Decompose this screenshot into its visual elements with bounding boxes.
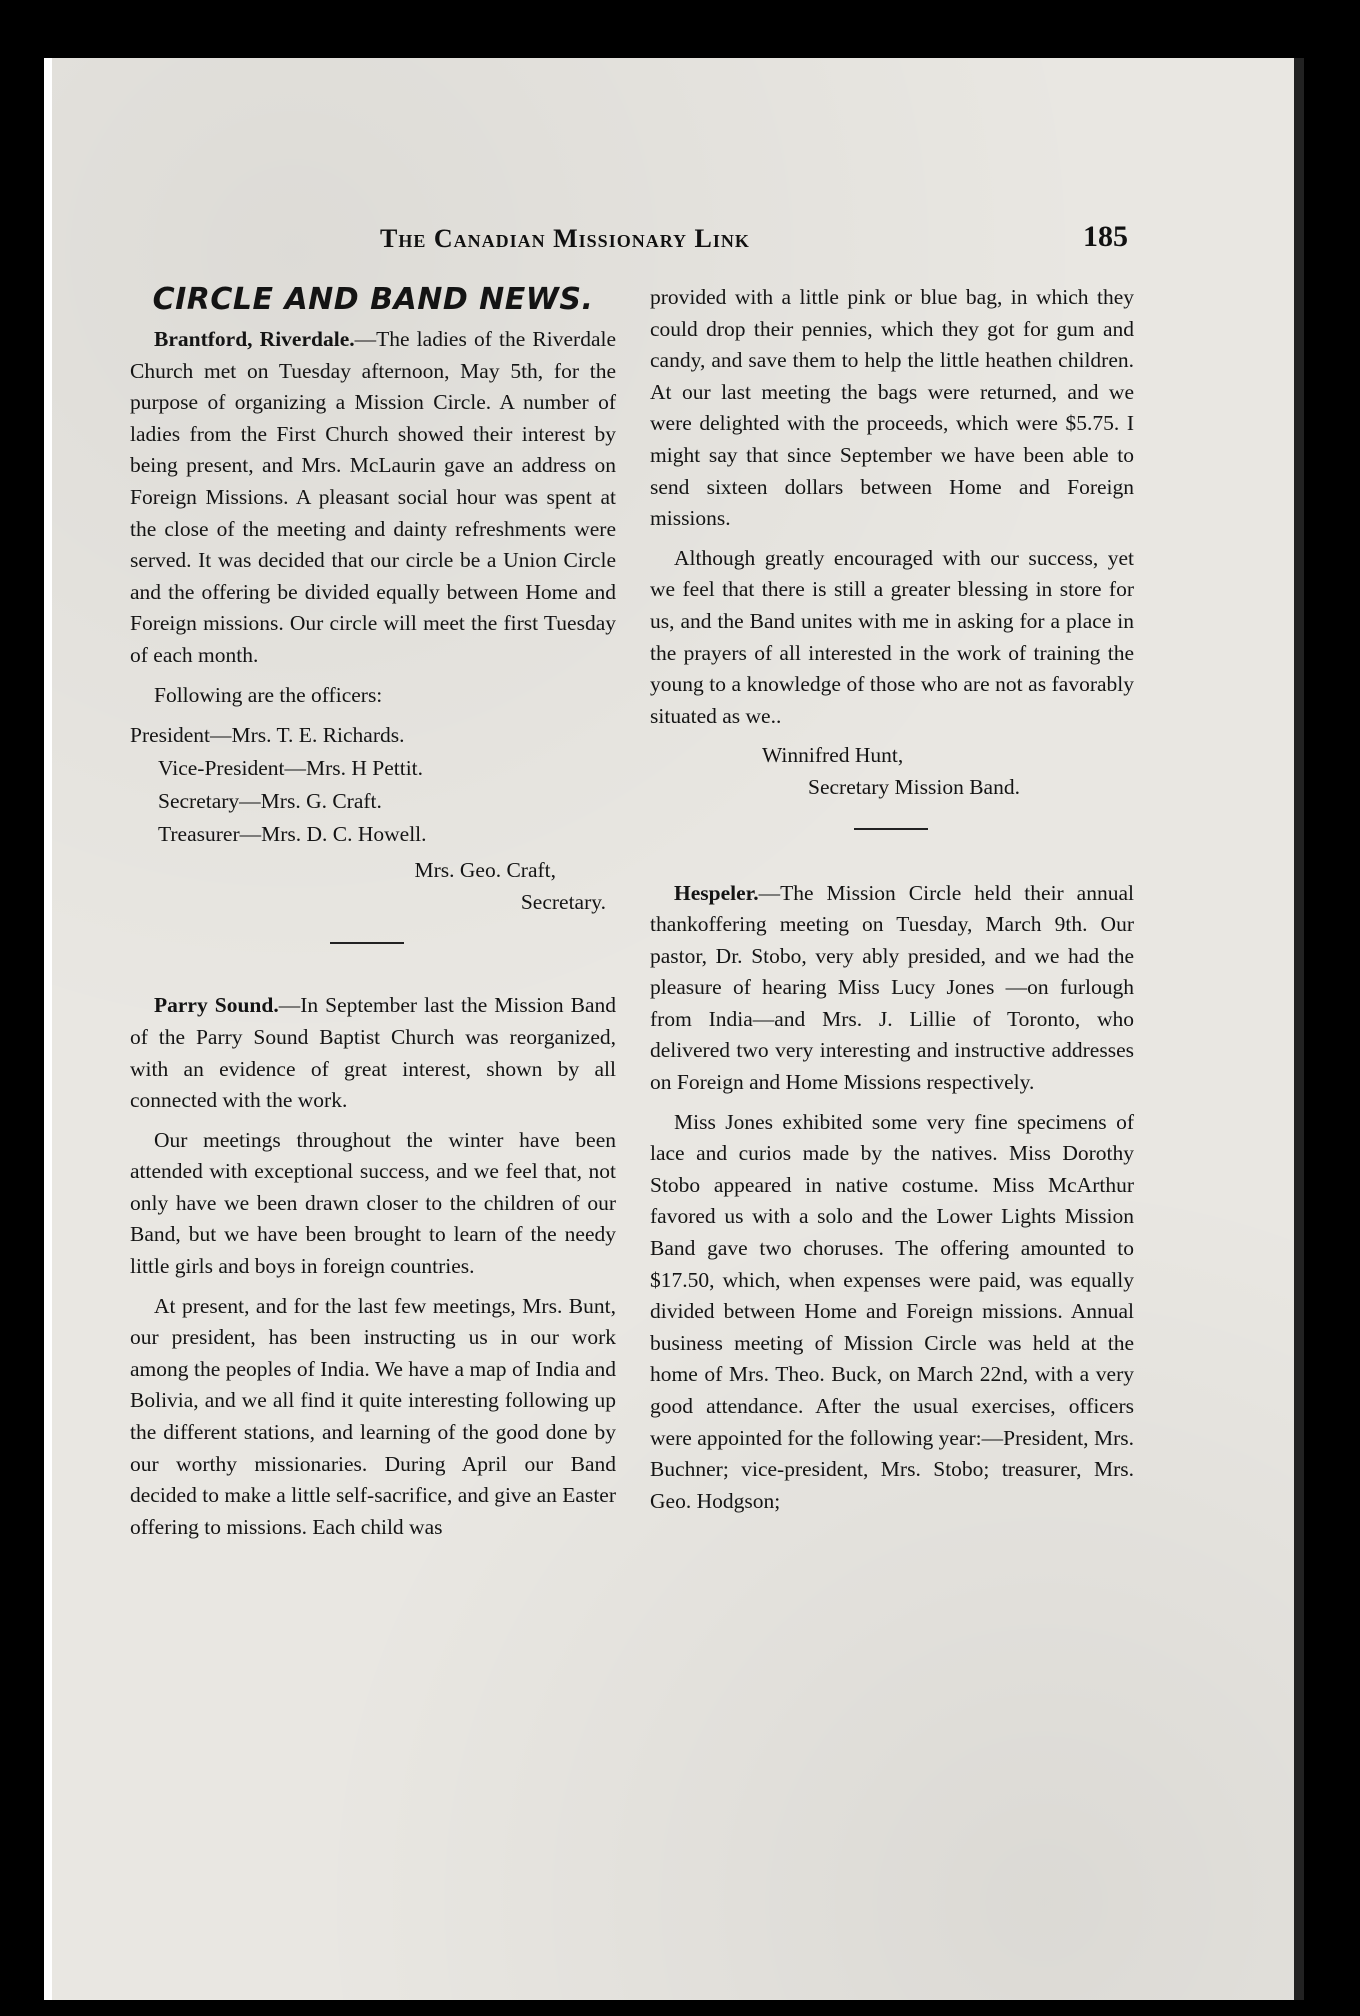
right-column [650, 282, 1134, 1525]
officer-secretary: Secretary—Mrs. G. Craft. [158, 789, 382, 814]
signature-name: Mrs. Geo. Craft, [414, 858, 556, 883]
parry-lead: Parry Sound. [154, 993, 279, 1018]
parry-continued-1: provided with a little pink or blue bag, in which they could drop their pennies, which they got for gum and candy, and save them to help the little heathen children. At our last meeting the bags were returned, and we were delighted with the proceeds, which were $5.75. I might say that since September we have been able to send sixteen dollars between Home and Foreign missions. [650, 285, 1134, 531]
left-column [130, 282, 616, 1551]
running-header [380, 218, 1140, 258]
parry-signature [650, 740, 1134, 803]
brantford-signature [130, 855, 616, 918]
officers-intro: Following are the officers: [154, 682, 383, 707]
officer-president: President—Mrs. T. E. Richards. [130, 723, 405, 748]
parry-continued-2: Although greatly encouraged with our success, yet we feel that there is still a greater blessing in store for us, and the Band unites with me in asking for a place in the prayers of all interested in the work of training the young to a knowledge of those who are not as favorably situated as we.. [650, 545, 1134, 728]
parry-paragraph-2: Our meetings throughout the winter have been attended with exceptional success, and we feel that, not only have we been drawn closer to the children of our Band, but we have been brought to learn of the needy little girls and boys in foreign countries. [130, 1127, 616, 1279]
section-divider [330, 942, 404, 944]
brantford-text: —The ladies of the Riverdale Church met on Tuesday afternoon, May 5th, for the purpose of organizing a Mission Circle. A number of ladies from the First Church showed their interest by being present, and Mrs. McLaurin gave an address on Foreign Missions. A pleasant social hour was spent at the close of the meeting and dainty refreshments were served. It was decided that our circle be a Union Circle and the offering be divided equally between Home and Foreign missions. Our circle will meet the first Tuesday of each month. [130, 327, 616, 667]
page-edge-right [1294, 58, 1304, 2000]
section-title: CIRCLE AND BAND NEWS. [152, 282, 594, 317]
signature-title: Secretary. [520, 889, 606, 914]
officer-treasurer: Treasurer—Mrs. D. C. Howell. [158, 822, 427, 847]
brantford-paragraph [130, 324, 616, 672]
page-edge-left [44, 58, 52, 2000]
page-number: 185 [1083, 220, 1128, 253]
running-title: The Canadian Missionary Link [380, 224, 750, 253]
parry-text-1: —In September last the Mission Band of the Parry Sound Baptist Church was reorganized, with an evidence of great interest, shown by all connected with the work. [130, 993, 616, 1113]
brantford-lead: Brantford, Riverdale. [154, 327, 355, 351]
hespeler-text-1: —The Mission Circle held their annual thankoffering meeting on Tuesday, March 9th. Our pastor, Dr. Stobo, very ably presided, and we had the pleasure of hearing Miss Lucy Jones —on furlough from India—and Mrs. J. Lillie of Toronto, who delivered two very interesting and instructive addresses on Foreign and Home Missions respectively. [650, 880, 1134, 1095]
officer-vice-president: Vice-President—Mrs. H Pettit. [158, 756, 424, 781]
signature-title: Secretary Mission Band. [808, 774, 1020, 799]
officers-list [130, 719, 616, 851]
hespeler-lead: Hespeler. [674, 880, 759, 905]
parry-paragraph-3: At present, and for the last few meetings, Mrs. Bunt, our president, has been instructing us in our work among the peoples of India. We have a map of India and Bolivia, and we all find it quite interesting following up the different stations, and learning of the good done by our worthy missionaries. During April our Band decided to make a little self-sacrifice, and give an Easter offering to missions. Each child was [130, 1293, 616, 1539]
section-divider [854, 828, 928, 830]
parry-paragraph-1 [130, 990, 616, 1116]
hespeler-paragraph-1 [650, 878, 1134, 1099]
signature-name: Winnifred Hunt, [762, 743, 904, 768]
hespeler-paragraph-2: Miss Jones exhibited some very fine specimens of lace and curios made by the natives. Miss Dorothy Stobo appeared in native costume. Miss McArthur favored us with a solo and the Lower Lights Mission Band gave two choruses. The offering amounted to $17.50, which, when expenses were paid, was equally divided between Home and Foreign missions. Annual business meeting of Mission Circle was held at the home of Mrs. Theo. Buck, on March 22nd, with a very good attendance. After the usual exercises, officers were appointed for the following year:—President, Mrs. Buchner; vice-president, Mrs. Stobo; treasurer, Mrs. Geo. Hodgson; [650, 1109, 1134, 1513]
